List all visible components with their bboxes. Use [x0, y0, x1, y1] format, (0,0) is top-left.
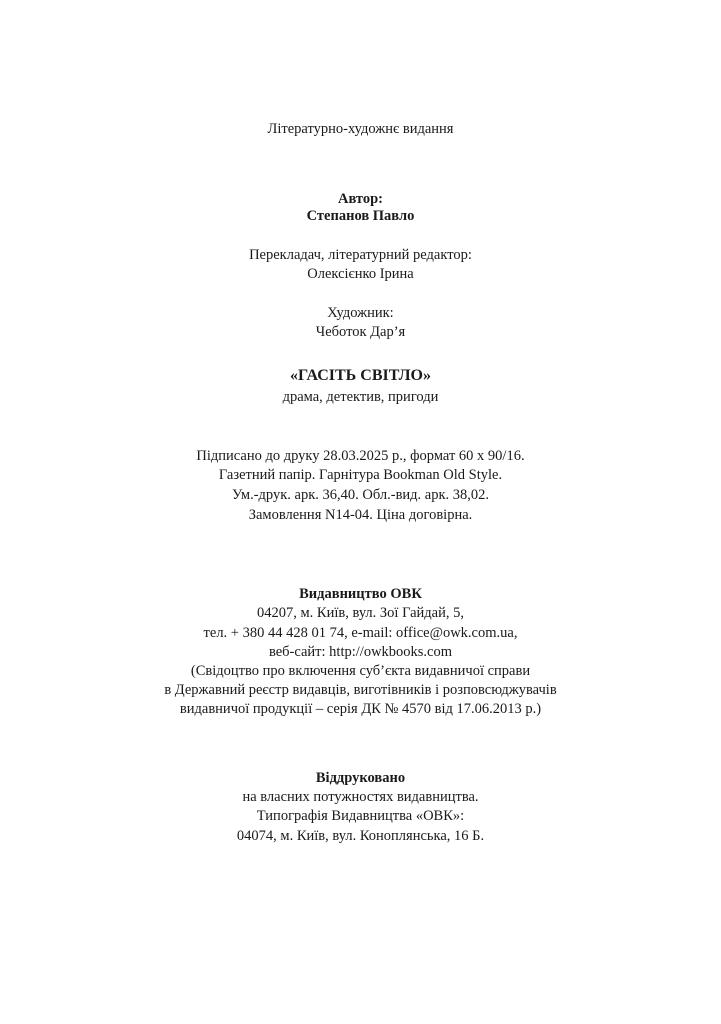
publisher-address: 04207, м. Київ, вул. Зої Гайдай, 5,: [256, 605, 464, 621]
book-title: «ГАСІТЬ СВІТЛО»: [290, 367, 431, 384]
translator-label: Перекладач, літературний редактор:: [249, 247, 472, 263]
publisher-certificate-2: в Державний реєстр видавців, виготівників і розповсюджувачів: [164, 682, 557, 698]
author-name: Степанов Павло: [306, 208, 415, 224]
printed-line-3: 04074, м. Київ, вул. Коноплянська, 16 Б.: [236, 828, 485, 844]
printed-line-2: Типографія Видавництва «ОВК»:: [256, 808, 465, 824]
edition-type: Літературно-художнє видання: [267, 121, 454, 137]
print-info-line-2: Газетний папір. Гарнітура Bookman Old Style.: [218, 467, 503, 483]
print-info-line-3: Ум.-друк. арк. 36,40. Обл.-вид. арк. 38,02.: [231, 487, 490, 503]
printed-line-1: на власних потужностях видавництва.: [242, 789, 479, 805]
publisher-website: веб-сайт: http://owkbooks.com: [268, 644, 453, 660]
translator-name: Олексієнко Ірина: [307, 266, 414, 282]
publisher-certificate-3: видавничої продукції – серія ДК № 4570 від 17.06.2013 р.): [179, 701, 542, 717]
printed-label: Віддруковано: [315, 770, 406, 786]
author-label: Автор:: [337, 191, 383, 207]
publisher-name: Видавництво ОВК: [299, 586, 422, 602]
artist-name: Чеботок Дар’я: [315, 324, 406, 340]
artist-label: Художник:: [327, 305, 394, 321]
print-info-line-1: Підписано до друку 28.03.2025 р., формат 60 х 90/16.: [196, 448, 525, 464]
publisher-certificate-1: (Свідоцтво про включення суб’єкта видавничої справи: [190, 663, 531, 679]
book-genre: драма, детектив, пригоди: [282, 389, 439, 405]
publisher-contacts: тел. + 380 44 428 01 74, e-mail: office@owk.com.ua,: [203, 625, 518, 641]
print-info-line-4: Замовлення N14-04. Ціна договірна.: [248, 507, 473, 523]
